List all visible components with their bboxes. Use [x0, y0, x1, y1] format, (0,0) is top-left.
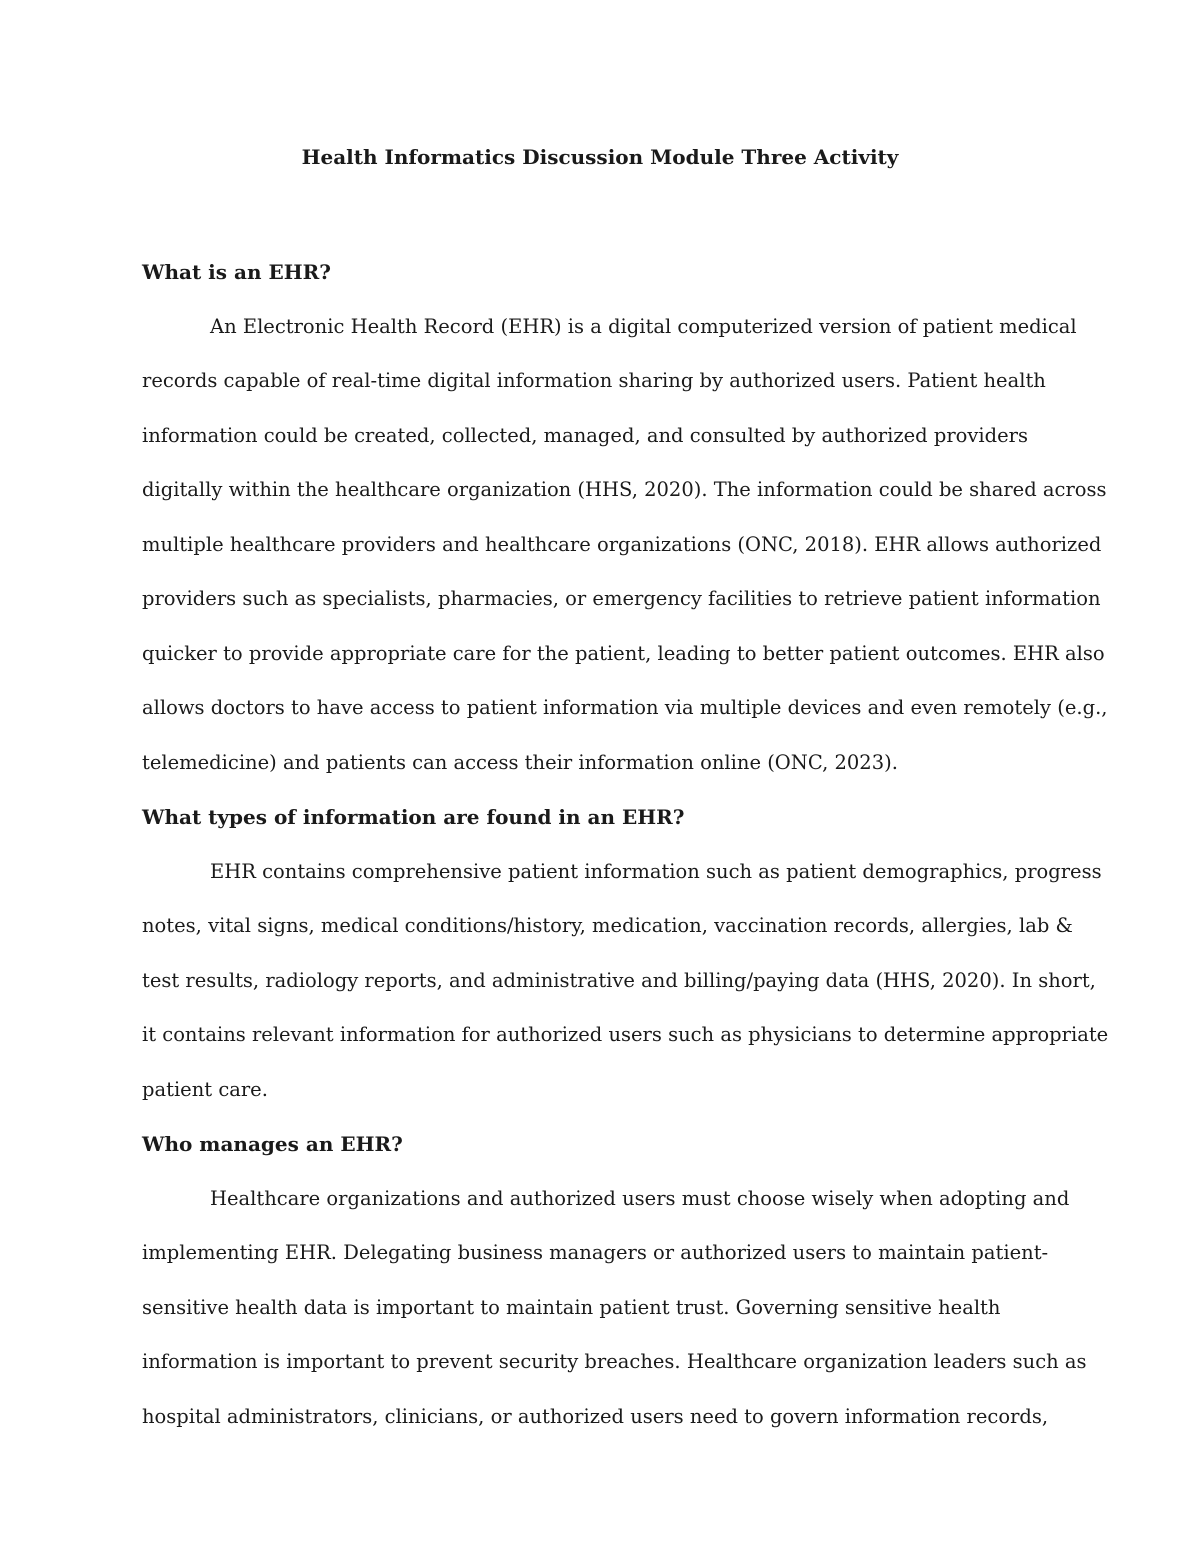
paragraph-line: Healthcare organizations and authorized users must choose wisely when adopting and [210, 1186, 1070, 1210]
section-heading: Who manages an EHR? [142, 1132, 403, 1156]
paragraph-line: notes, vital signs, medical conditions/history, medication, vaccination records, allergies, lab & [142, 914, 1073, 937]
document-body [142, 245, 1109, 1444]
paragraph-line: it contains relevant information for authorized users such as physicians to determine appropriate [142, 1023, 1109, 1046]
paragraph-line: information could be created, collected, managed, and consulted by authorized providers [142, 423, 1029, 447]
paragraph-line: records capable of real-time digital information sharing by authorized users. Patient health [142, 369, 1046, 392]
paragraph-line: telemedicine) and patients can access their information online (ONC, 2023). [142, 750, 898, 774]
paragraph-line: patient care. [142, 1077, 268, 1101]
paragraph-line: providers such as specialists, pharmacies, or emergency facilities to retrieve patient information [142, 587, 1101, 610]
section-who-manages [142, 1117, 1087, 1444]
paragraph-line: digitally within the healthcare organization (HHS, 2020). The information could be shared across [142, 478, 1107, 501]
section-paragraph [142, 300, 1108, 791]
paragraph-line: An Electronic Health Record (EHR) is a digital computerized version of patient medical [210, 314, 1077, 338]
section-heading: What types of information are found in an EHR? [142, 805, 685, 829]
paragraph-line: allows doctors to have access to patient information via multiple devices and even remotely (e.g., [142, 696, 1108, 719]
paragraph-line: EHR contains comprehensive patient information such as patient demographics, progress [210, 859, 1102, 883]
paragraph-line: sensitive health data is important to maintain patient trust. Governing sensitive health [142, 1295, 1001, 1319]
paragraph-line: information is important to prevent security breaches. Healthcare organization leaders such as [142, 1350, 1087, 1373]
section-paragraph [142, 1172, 1087, 1445]
section-what-is-ehr [142, 245, 1108, 790]
section-paragraph [142, 845, 1109, 1118]
document-title: Health Informatics Discussion Module Three Activity [301, 145, 899, 169]
paragraph-line: implementing EHR. Delegating business managers or authorized users to maintain patient- [142, 1241, 1049, 1264]
paragraph-line: test results, radiology reports, and administrative and billing/paying data (HHS, 2020). In short, [142, 968, 1096, 992]
paragraph-line: quicker to provide appropriate care for the patient, leading to better patient outcomes. EHR also [142, 641, 1105, 665]
paragraph-line: hospital administrators, clinicians, or authorized users need to govern information records, [142, 1404, 1049, 1428]
section-information-types [142, 790, 1109, 1117]
section-heading: What is an EHR? [142, 260, 331, 284]
paragraph-line: multiple healthcare providers and healthcare organizations (ONC, 2018). EHR allows authorized [142, 532, 1102, 556]
